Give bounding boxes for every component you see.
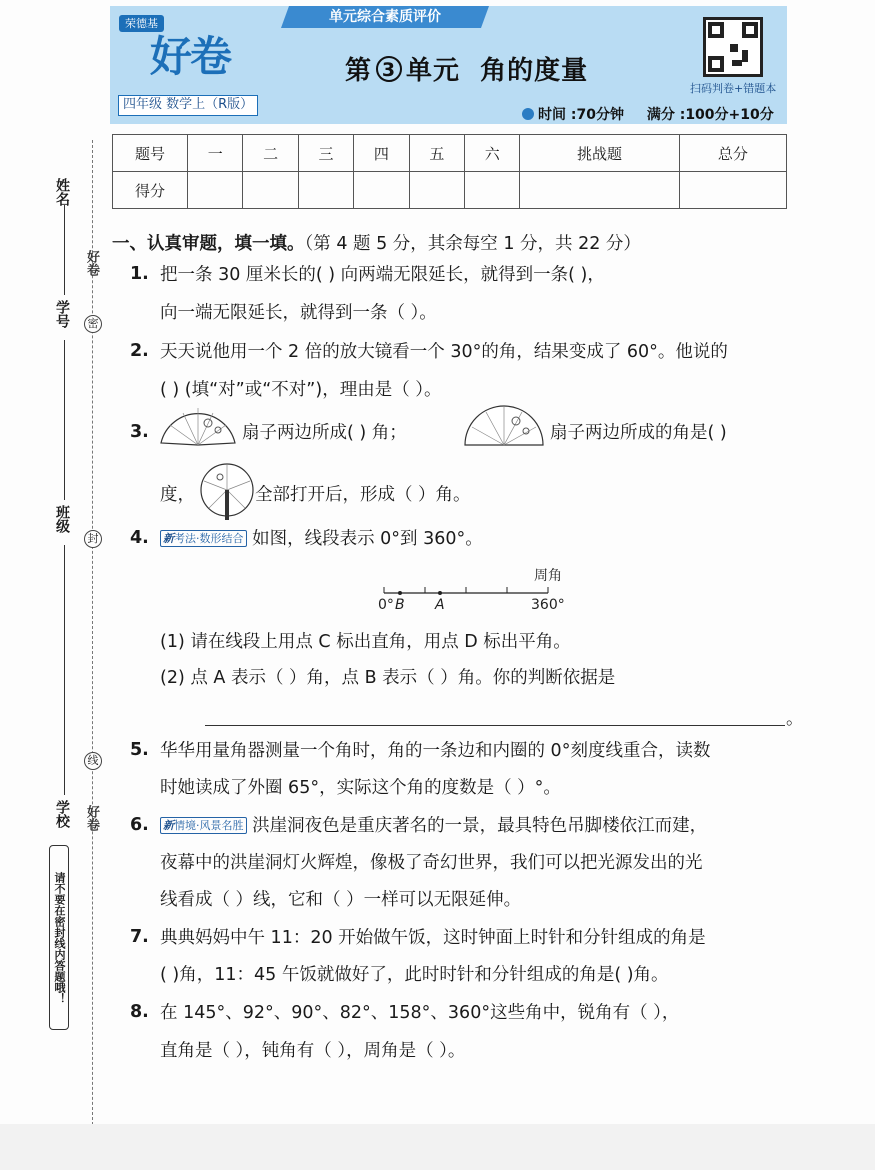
time-score-info: 时间 :70分钟 满分 :100分+10分 [522, 104, 774, 124]
header-cell: 五 [409, 135, 464, 172]
header-cell: 二 [243, 135, 298, 172]
score-cell[interactable] [354, 172, 409, 209]
question-tag: 新情境·风景名胜 [160, 817, 247, 834]
question-1-line: 向一端无限延长，就得到一条（ ）。 [160, 303, 437, 323]
class-blank[interactable] [64, 545, 65, 795]
question-5-line: 华华用量角器测量一个角时，角的一条边和内圈的 0°刻度线重合，读数 [160, 741, 711, 761]
evaluation-banner: 单元综合素质评价 [281, 6, 489, 28]
question-3-part: 扇子两边所成的角是( ) [550, 423, 727, 443]
class-label: 班级 [54, 505, 70, 533]
question-8-line: 直角是（ ），钝角有（ ），周角是（ ）。 [160, 1041, 466, 1061]
header-cell: 题号 [113, 135, 188, 172]
question-2-line: 天天说他用一个 2 倍的放大镜看一个 30°的角，结果变成了 60°。他说的 [160, 342, 728, 362]
question-4-sub2: (2) 点 A 表示（ ）角，点 B 表示（ ）角。你的判断依据是 [160, 668, 616, 688]
name-label: 姓名 [54, 178, 70, 206]
section-heading: 一、认真审题，填一填。（第 4 题 5 分，其余每空 1 分，共 22 分） [112, 234, 641, 254]
seal-line [92, 140, 93, 1140]
point-a [438, 591, 442, 595]
seal-mark: 封 [84, 530, 102, 548]
question-tag: 新考法·数形结合 [160, 530, 247, 547]
zero-label: 0° [378, 597, 394, 613]
header-cell: 三 [298, 135, 353, 172]
question-number: 1. [130, 264, 149, 284]
score-table [112, 134, 787, 209]
warning-notice: 请不要在密封线内答题哦！ [49, 845, 69, 1030]
score-cell[interactable] [298, 172, 353, 209]
score-cell[interactable] [465, 172, 520, 209]
a-label: A [435, 597, 445, 613]
question-number: 3. [130, 422, 149, 442]
question-7-line: ( )角，11：45 午饭就做好了，此时时针和分针组成的角是( )角。 [160, 965, 669, 985]
qr-code[interactable] [703, 17, 763, 77]
bottom-strip [0, 1124, 875, 1170]
score-cell[interactable] [520, 172, 679, 209]
question-3-part: 扇子两边所成( ) 角； [242, 423, 407, 443]
score-cell[interactable] [679, 172, 786, 209]
clock-icon [522, 108, 534, 120]
question-3-part: 全部打开后，形成（ ）角。 [255, 485, 471, 505]
question-7-line: 典典妈妈中午 11：20 开始做午饭，这时钟面上时针和分针组成的角是 [160, 928, 706, 948]
school-label: 学校 [54, 800, 70, 828]
question-6-line: 新情境·风景名胜 洪崖洞夜色是重庆著名的一景，最具特色吊脚楼依江而建， [160, 815, 707, 837]
point-b [398, 591, 402, 595]
score-cell[interactable] [409, 172, 464, 209]
fan-half-open-image [158, 405, 238, 447]
qr-caption: 扫码判卷+错题本 [690, 82, 777, 95]
row-label: 得分 [113, 172, 188, 209]
header-cell: 六 [465, 135, 520, 172]
student-id-label: 学号 [54, 300, 70, 328]
answer-line[interactable] [205, 725, 785, 726]
question-number: 2. [130, 341, 149, 361]
question-4-sub1: (1) 请在线段上用点 C 标出直角，用点 D 标出平角。 [160, 632, 571, 652]
fan-full-open-image [198, 463, 256, 523]
header-cell: 总分 [679, 135, 786, 172]
question-5-line: 时她读成了外圈 65°，实际这个角的度数是（ ）°。 [160, 778, 561, 798]
question-2-line: ( ) (填“对”或“不对”)，理由是（ ）。 [160, 380, 442, 400]
page-title: 第 3 单元 角的度量 [345, 56, 589, 86]
question-number: 5. [130, 740, 149, 760]
name-blank[interactable] [64, 205, 65, 295]
header-cell: 挑战题 [520, 135, 679, 172]
unit-number: 3 [376, 56, 402, 82]
question-number: 6. [130, 815, 149, 835]
question-number: 4. [130, 528, 149, 548]
question-4-intro: 新考法·数形结合 如图，线段表示 0°到 360°。 [160, 528, 483, 550]
question-3-part: 度， [160, 485, 195, 505]
header-cell: 一 [188, 135, 243, 172]
full-angle-label: 周角 [534, 568, 562, 584]
seal-mark: 线 [84, 752, 102, 770]
question-1-line: 把一条 30 厘米长的( ) 向两端无限延长，就得到一条( )， [160, 265, 605, 285]
side-logo: 好卷 [84, 805, 99, 831]
student-id-blank[interactable] [64, 340, 65, 500]
question-6-line: 线看成（ ）线，它和（ ）一样可以无限延伸。 [160, 890, 522, 910]
number-line-diagram [378, 565, 578, 615]
header-cell: 四 [354, 135, 409, 172]
question-number: 7. [130, 927, 149, 947]
answer-line-end: 。 [786, 709, 804, 729]
score-table-score-row [113, 172, 787, 209]
brand-tag: 荣德基 [119, 15, 164, 32]
b-label: B [395, 597, 405, 613]
grade-series-label: 四年级 数学上（R版） [118, 95, 258, 116]
logo: 好卷 [150, 32, 231, 81]
seal-mark: 密 [84, 315, 102, 333]
side-logo: 好卷 [84, 250, 99, 276]
fan-straight-image [464, 405, 544, 447]
question-number: 8. [130, 1002, 149, 1022]
full-label: 360° [531, 597, 565, 613]
score-cell[interactable] [188, 172, 243, 209]
question-8-line: 在 145°、92°、90°、82°、158°、360°这些角中，锐角有（ ）， [160, 1003, 680, 1023]
question-6-line: 夜幕中的洪崖洞灯火辉煌，像极了奇幻世界，我们可以把光源发出的光 [160, 853, 703, 873]
score-table-header-row [113, 135, 787, 172]
score-cell[interactable] [243, 172, 298, 209]
